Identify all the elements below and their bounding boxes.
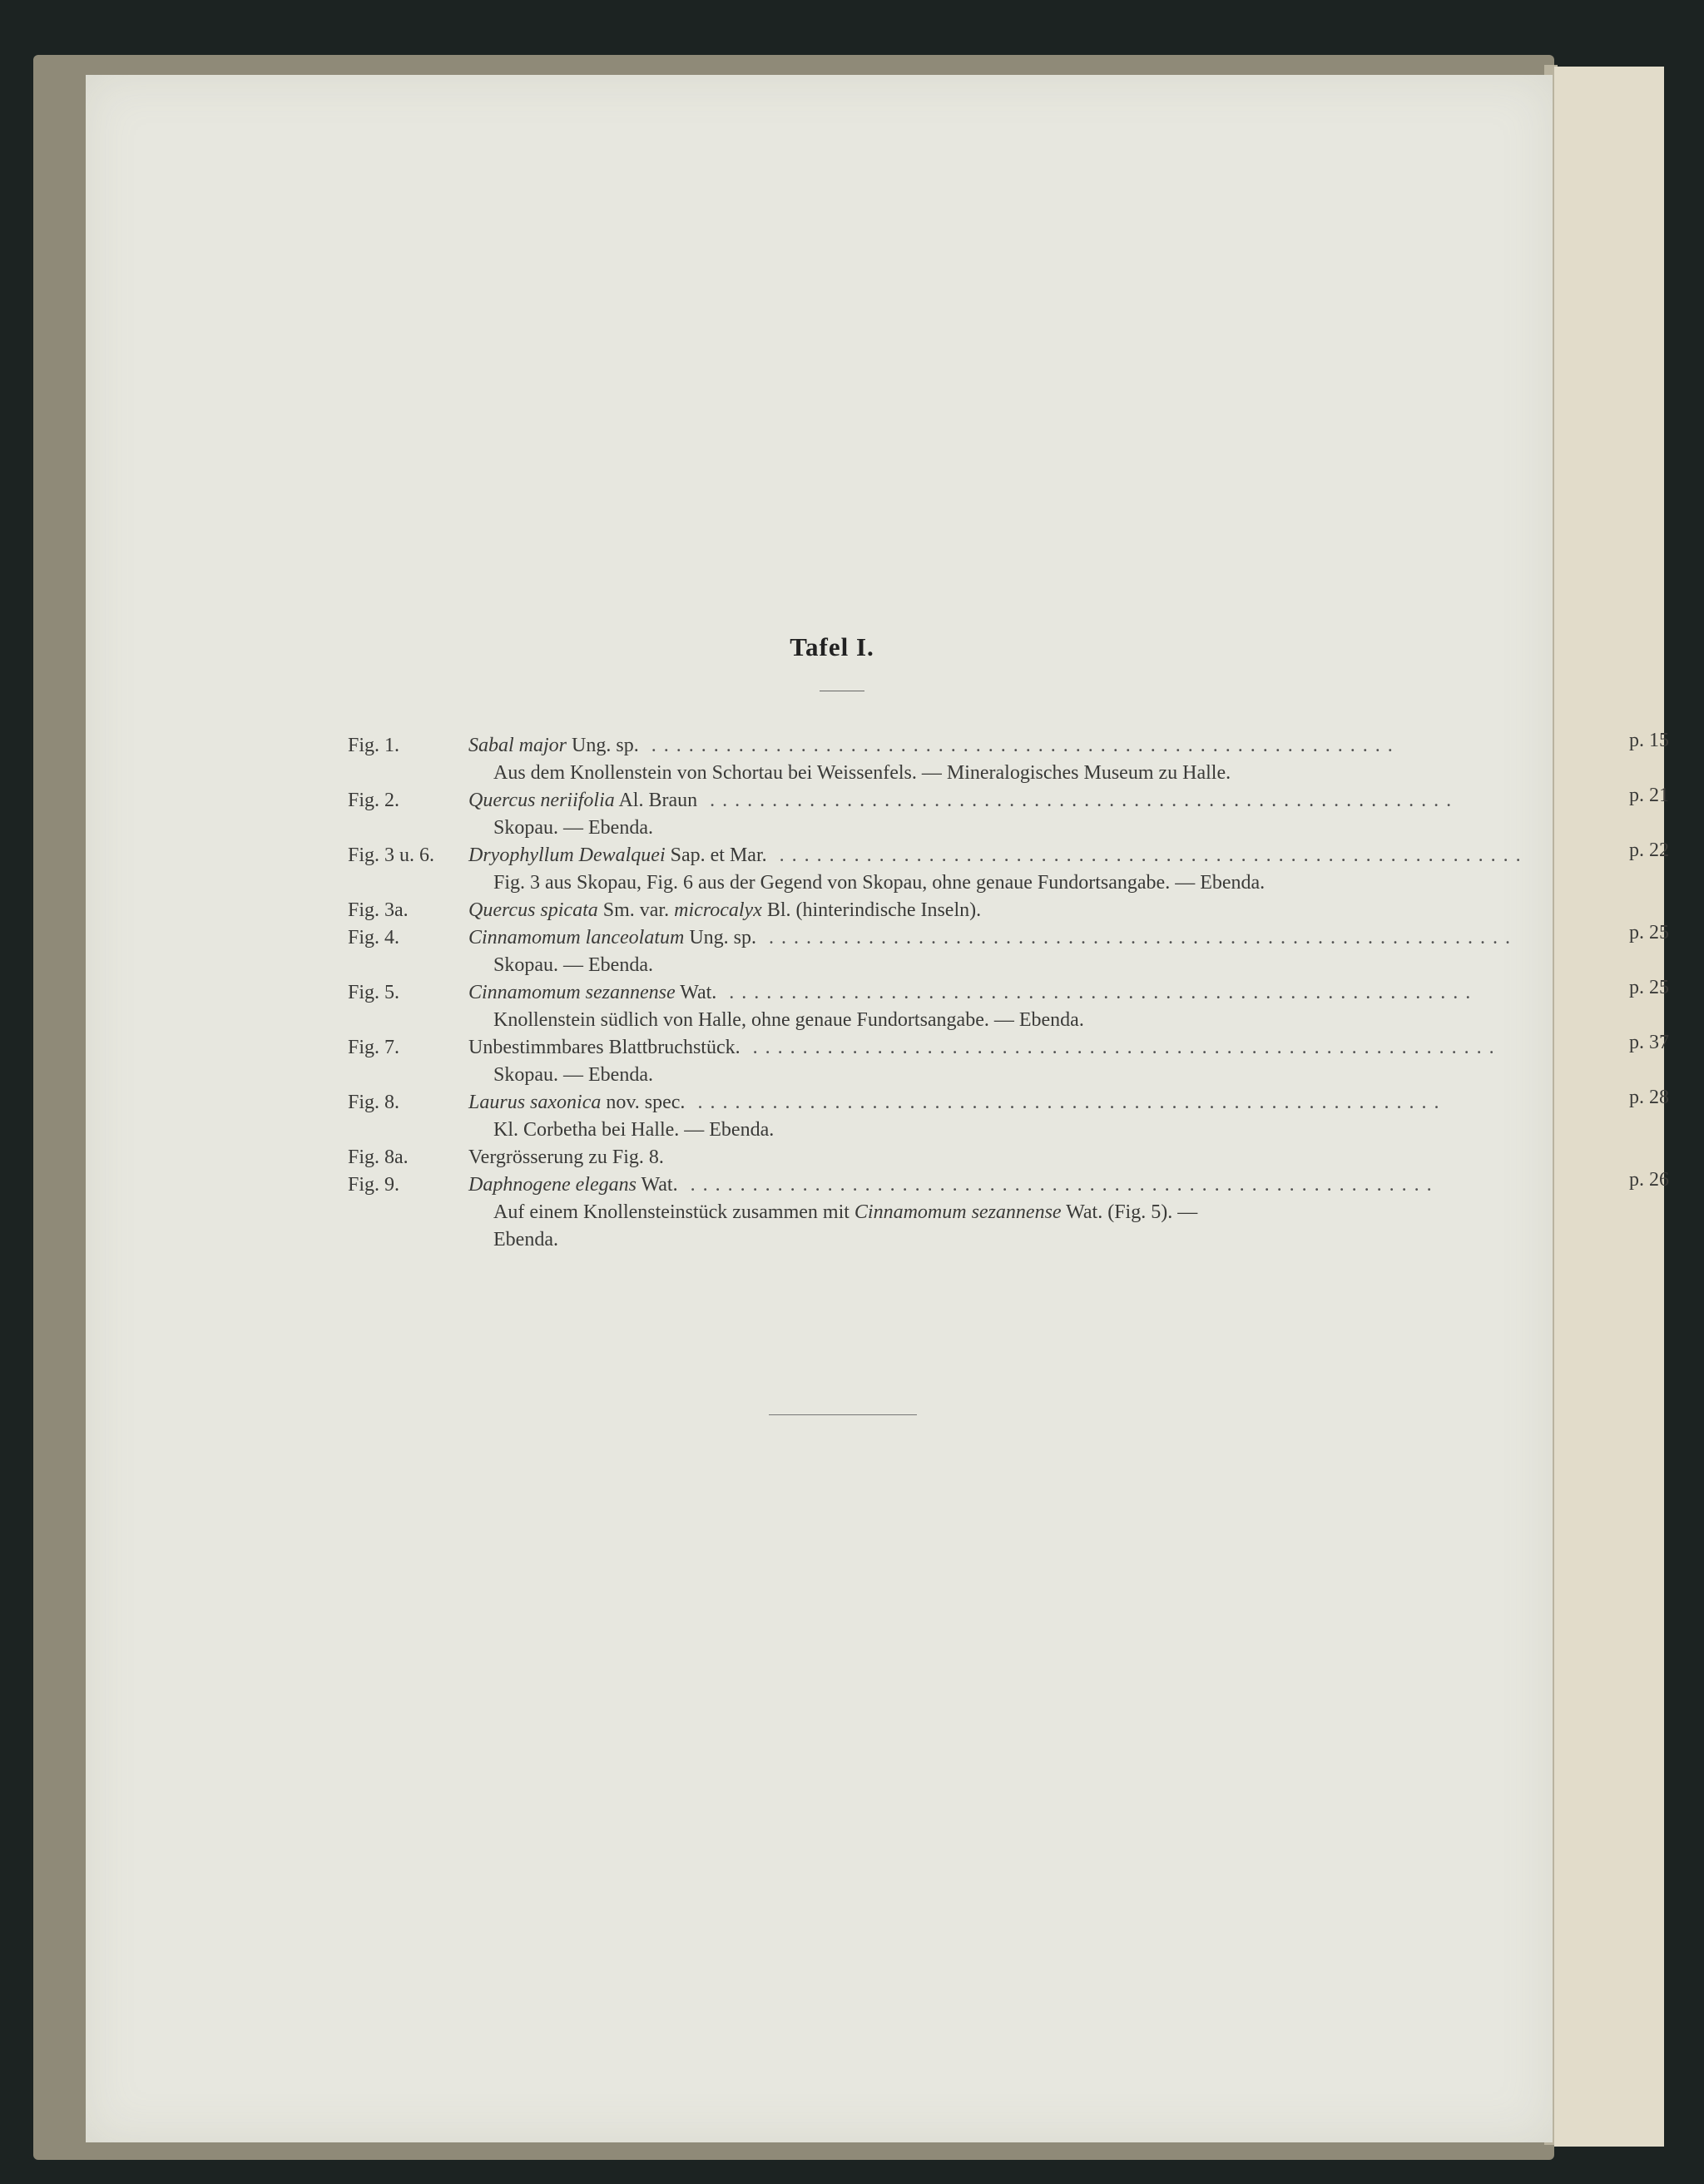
figure-number: Fig. 8a. (348, 1146, 409, 1168)
figure-entry (348, 1144, 1563, 1171)
leader-dots: ............................................................ (685, 1092, 1447, 1113)
leader-dots: ............................................................ (638, 735, 1400, 756)
species-name (468, 897, 1615, 924)
variety-author: Bl. (hinterindische Inseln). (766, 899, 982, 921)
page-reference: p. 25 (1629, 922, 1669, 943)
figure-list (348, 730, 1669, 1254)
species-author: Sm. var. (602, 899, 670, 921)
figure-entry (348, 897, 1563, 924)
page-reference: p. 28 (1629, 1087, 1669, 1108)
species-author: Vergrösserung zu Fig. 8. (468, 1146, 664, 1168)
species-author: Unbestimmbares Blattbruchstück. (468, 1037, 741, 1058)
species-name (468, 842, 1615, 869)
species-name (468, 979, 1615, 1007)
species-author: Al. Braun (618, 790, 698, 811)
figure-entry (348, 1087, 1669, 1144)
species-name (468, 1034, 1615, 1062)
figure-number: Fig. 4. (348, 927, 400, 948)
species-name (468, 787, 1615, 815)
figure-detail (493, 1199, 1267, 1254)
figure-entry (348, 785, 1669, 842)
page-reference: p. 25 (1629, 977, 1669, 998)
figure-number: Fig. 9. (348, 1174, 400, 1196)
species-italic: Sabal major (468, 735, 567, 756)
figure-number: Fig. 3 u. 6. (348, 844, 435, 866)
figure-detail: Kl. Corbetha bei Halle. — Ebenda. (493, 1119, 775, 1141)
species-name (468, 732, 1615, 760)
figure-number: Fig. 2. (348, 790, 400, 811)
figure-entry (348, 1032, 1669, 1089)
species-author: Ung. sp. (572, 735, 639, 756)
figure-entry (348, 1169, 1669, 1254)
figure-detail: Skopau. — Ebenda. (493, 817, 653, 839)
page-title: Tafel I. (790, 632, 874, 661)
leader-dots: ............................................................ (677, 1174, 1439, 1196)
species-name (468, 1089, 1615, 1117)
figure-number: Fig. 5. (348, 982, 400, 1003)
leader-dots: ............................................................ (697, 790, 1459, 811)
species-italic: Dryophyllum Dewalquei (468, 844, 666, 866)
species-author: Sap. et Mar. (670, 844, 767, 866)
species-author: Wat. (641, 1174, 678, 1196)
detail-text: Wat. (Fig. 5). — Ebenda. (493, 1201, 1198, 1250)
species-italic: Quercus spicata (468, 899, 598, 921)
figure-detail: Knollenstein südlich von Halle, ohne genaue Fundortsangabe. — Ebenda. (493, 1009, 1084, 1031)
species-italic: Cinnamomum sezannense (468, 982, 676, 1003)
detail-italic: Cinnamomum sezannense (854, 1201, 1062, 1223)
leader-dots: ............................................................ (766, 844, 1528, 866)
species-italic: Laurus saxonica (468, 1092, 602, 1113)
figure-detail: Skopau. — Ebenda. (493, 1064, 653, 1086)
page-reference: p. 21 (1629, 785, 1669, 806)
figure-detail: Fig. 3 aus Skopau, Fig. 6 aus der Gegend von Skopau, ohne genaue Fundortsangabe. — Ebenda. (493, 872, 1266, 894)
species-italic: Cinnamomum lanceolatum (468, 927, 685, 948)
page-reference: p. 26 (1629, 1169, 1669, 1191)
detail-text: Auf einem Knollensteinstück zusammen mit (493, 1201, 850, 1223)
figure-detail: Skopau. — Ebenda. (493, 954, 653, 976)
variety-italic: microcalyx (674, 899, 762, 921)
species-name (468, 924, 1615, 952)
figure-detail: Aus dem Knollenstein von Schortau bei Weissenfels. — Mineralogisches Museum zu Halle. (493, 762, 1231, 784)
leader-dots: ............................................................ (755, 927, 1518, 948)
figure-number: Fig. 3a. (348, 899, 409, 921)
species-author: Wat. (680, 982, 717, 1003)
figure-number: Fig. 8. (348, 1092, 400, 1113)
leader-dots: ............................................................ (740, 1037, 1502, 1058)
page-reference: p. 22 (1629, 839, 1669, 861)
species-author: Ung. sp. (689, 927, 756, 948)
species-italic: Quercus neriifolia (468, 790, 615, 811)
species-italic: Daphnogene elegans (468, 1174, 637, 1196)
species-name (468, 1144, 1615, 1171)
page-reference: p. 15 (1629, 730, 1669, 751)
species-name (468, 1171, 1615, 1199)
figure-number: Fig. 7. (348, 1037, 400, 1058)
leader-dots: ............................................................ (716, 982, 1479, 1003)
figure-entry (348, 977, 1669, 1034)
species-author: nov. spec. (606, 1092, 686, 1113)
page-reference: p. 37 (1629, 1032, 1669, 1053)
closing-rule (769, 1414, 917, 1415)
figure-entry (348, 730, 1669, 787)
figure-entry (348, 839, 1669, 897)
figure-entry (348, 922, 1669, 979)
figure-number: Fig. 1. (348, 735, 400, 756)
